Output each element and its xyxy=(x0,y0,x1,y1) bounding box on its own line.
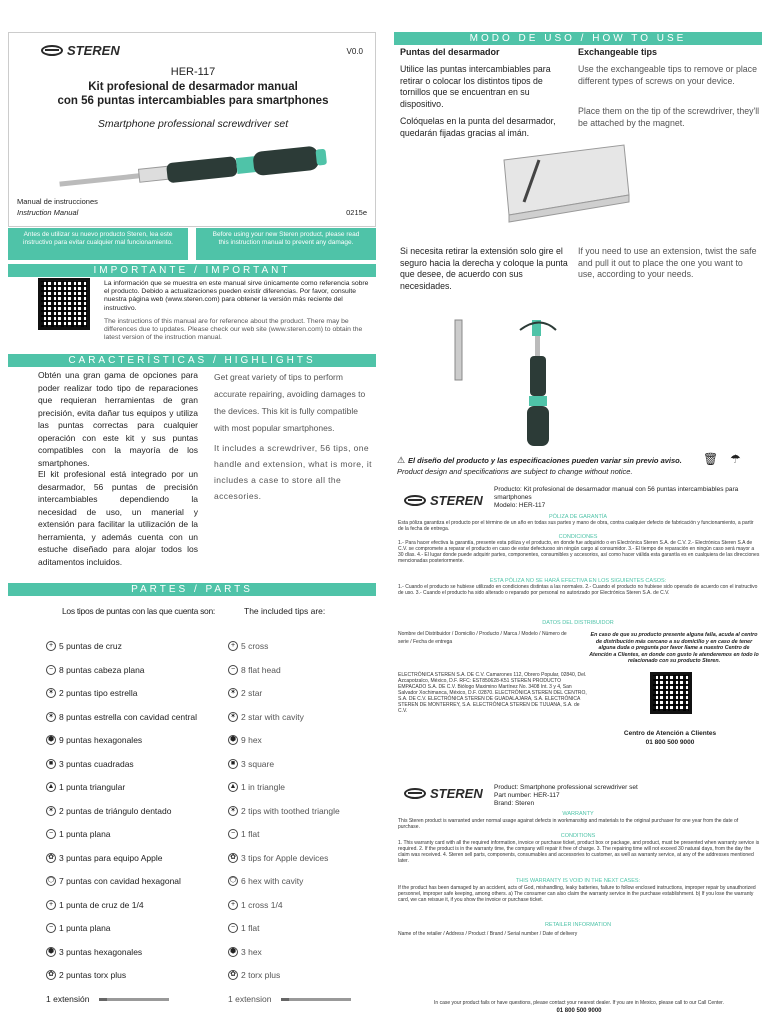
part-item-label: 6 hex with cavity xyxy=(241,876,304,886)
highlights-en-1: Get great variety of tips to perform accurate repairing, avoiding damages to the devices. This kit is fully compatible with most popular smartphones. xyxy=(214,372,366,433)
part-item-en xyxy=(228,970,280,980)
tip-type-icon: ✿ xyxy=(46,853,56,863)
model-title: HER-117 xyxy=(170,66,216,78)
part-item-en xyxy=(228,829,259,839)
part-item-label: 1 punta triangular xyxy=(59,782,126,792)
tip-type-icon: − xyxy=(228,665,238,675)
part-item-label: 1 in triangle xyxy=(241,782,285,792)
warranty-es-store-fields: Nombre del Distribuidor / Domicilio / Producto / Marca / Modelo / Número de serie / Fecha de entrega xyxy=(398,631,567,645)
howto-step2-es: Colóquelas en la punta del desarmador, quedarán fijadas gracias al imán. xyxy=(400,116,556,138)
part-item-en xyxy=(228,759,274,769)
part-item-label: 7 puntas con cavidad hexagonal xyxy=(59,876,181,886)
highlights-en-2: It includes a screwdriver, 56 tips, one handle and extension, what is more, it includes a case to store all the accesories. xyxy=(214,443,372,501)
part-item-en xyxy=(228,712,304,722)
part-item-en xyxy=(228,806,340,816)
tip-type-icon: ▲ xyxy=(47,783,55,790)
disclaimer-es: El diseño del producto y las especificaciones pueden variar sin previo aviso. xyxy=(408,456,682,465)
title-es-line-2: con 56 puntas intercambiables para smartphones xyxy=(57,95,329,107)
part-item-es xyxy=(46,641,122,651)
warranty-es-body: Esta póliza garantiza el producto por el término de un año en todas sus partes y mano de obra, contra cualquier defecto de fabricación y funcionamiento, a partir de la fecha de entrega. xyxy=(398,520,754,532)
warranty-es-model: Modelo: HER-117 xyxy=(494,502,546,509)
warranty-en-footer: In case your product fails or have questions, please contact your nearest dealer. If you are in Mexico, please call to our Call Center. xyxy=(434,1000,724,1006)
steren-logo-mark xyxy=(41,45,63,56)
warranty-en-retailer-fields: Name of the retailer / Address / Product / Brand / Serial number / Date of delivery xyxy=(398,931,578,937)
part-item-label: 5 puntas de cruz xyxy=(59,641,122,651)
tip-type-icon: + xyxy=(228,900,238,910)
part-item-en xyxy=(228,947,262,957)
part-item-es xyxy=(46,688,137,698)
part-item-en xyxy=(228,876,303,886)
part-item-en xyxy=(228,853,328,863)
tip-type-icon: − xyxy=(228,923,238,933)
highlights-es-1: Obtén una gran gama de opciones para poder realizar todo tipo de reparaciones que requieran herramientas de gran precisión, evita dañar tus equipos y utiliza las puntas correctas para cualquier operación con este kit y sus puntas compatibles con la mayoría de los smartphones. xyxy=(38,370,198,468)
part-item-label: 3 hex xyxy=(241,947,262,957)
howto-header: MODO DE USO / HOW TO USE xyxy=(394,32,762,45)
warranty-es-exceptions: 1.- Cuando el producto se hubiese utilizado en condiciones distintas a las normales. 2.- Cuando el producto no hubiese sido operado de acuerdo con el instructivo de uso. 3.- Cuando el producto ha sido alterado o reparado por personal no autorizado por Electrónica Steren S.A. de C.V. xyxy=(398,584,758,596)
tip-type-icon: + xyxy=(46,900,56,910)
howto-col-en: Exchangeable tips xyxy=(578,47,658,57)
tip-type-icon: − xyxy=(46,829,56,839)
tip-type-icon: ✶ xyxy=(46,712,56,722)
part-item-en xyxy=(228,688,262,698)
part-item-label: 1 punta plana xyxy=(59,923,111,933)
warranty-en-product: Product: Smartphone professional screwdriver set xyxy=(494,784,638,791)
part-item-en xyxy=(228,900,283,910)
warranty-en-conditions: 1. This warranty card with all the required information, invoice or purchase ticket, product box or package, and product, must be presented when warranty service is required. 2. If the product is in the warranty time, the company will repair it free of charge. 3. The repairing time will not exceed 30 natural days, from the day the claim was received. 4. Steren sell parts, components, consumables and accessories to customer, as well as warranty service, at any of the addresses mentioned later. xyxy=(398,840,760,864)
tip-type-icon: ✿ xyxy=(46,970,56,980)
part-item-es xyxy=(46,923,111,933)
part-item-label: 1 extension xyxy=(228,994,272,1004)
highlights-header: CARACTERÍSTICAS / HIGHLIGHTS xyxy=(8,354,376,367)
part-item-es xyxy=(46,829,111,839)
extension-screwdriver-illustration xyxy=(440,300,590,455)
part-item-label: 8 puntas estrella con cavidad central xyxy=(59,712,197,722)
version-label: V0.0 xyxy=(346,47,363,56)
part-item-label: 2 tips with toothed triangle xyxy=(241,806,340,816)
part-item-label: 9 puntas hexagonales xyxy=(59,735,143,745)
warranty-en-exclusions-title: THIS WARRANTY IS VOID IN THE NEXT CASES: xyxy=(515,878,641,884)
part-item-label: 2 star xyxy=(241,688,263,698)
tip-type-icon: ▲ xyxy=(229,783,237,790)
parts-intro-en: The included tips are: xyxy=(244,606,326,616)
warranty-es-phone: 01 800 500 9000 xyxy=(645,739,695,746)
manual-label-es: Manual de instrucciones xyxy=(17,197,98,206)
warranty-en-retailer-title: RETAILER INFORMATION xyxy=(544,922,612,928)
part-item-es xyxy=(46,947,142,957)
logo-text: STEREN xyxy=(430,786,483,801)
tip-type-icon: − xyxy=(228,829,238,839)
warranty-es-exceptions-title: ESTA PÓLIZA NO SE HARÁ EFECTIVA EN LOS SIGUIENTES CASOS: xyxy=(489,578,667,584)
notice-en-text: Before using your new Steren product, please read this instruction manual to prevent any damage. xyxy=(212,231,360,246)
howto-step1-es: Utilice las puntas intercambiables para retirar o colocar los distintos tipos de tornillos que se encuentran en su dispositivo. xyxy=(400,64,551,109)
warranty-es-callout: En caso de que su producto presente alguna falla, acuda al centro de distribución más cercano a su domicilio y en caso de tener alguna duda o pregunta por favor llame a nuestro Centro de Atención a Clientes, en donde con gusto le atenderemos en todo lo relacionado con su producto Steren. xyxy=(589,632,759,664)
part-item-label: 3 puntas para equipo Apple xyxy=(59,853,163,863)
part-item-label: 1 cross 1/4 xyxy=(241,900,283,910)
tip-type-icon: ✿ xyxy=(228,853,238,863)
tip-type-icon: ✶ xyxy=(46,806,56,816)
part-item-en xyxy=(228,923,259,933)
warning-icon: ⚠ xyxy=(397,455,406,465)
tip-type-icon: − xyxy=(46,923,56,933)
tip-type-icon: ✿ xyxy=(228,970,238,980)
important-header: IMPORTANTE / IMPORTANT xyxy=(8,264,376,277)
tip-type-icon: + xyxy=(228,641,238,651)
extension-bit-icon xyxy=(281,998,351,1001)
logo-mark xyxy=(404,788,426,799)
tip-type-icon: ⬢ xyxy=(47,736,55,743)
logo-text: STEREN xyxy=(430,493,483,508)
tip-type-icon: ⬢ xyxy=(229,736,237,743)
part-item-label: 3 puntas hexagonales xyxy=(59,947,143,957)
warranty-en-body: This Steren product is warranted under normal usage against defects in workmanship and materials to the original purchaser for one year from the date of purchase. xyxy=(398,818,739,830)
part-item-es xyxy=(46,853,163,863)
part-item-en xyxy=(228,735,262,745)
tip-type-icon: − xyxy=(46,665,56,675)
part-item-label: 1 punta de cruz de 1/4 xyxy=(59,900,144,910)
part-item-label: 2 puntas de triángulo dentado xyxy=(59,806,172,816)
part-item-es xyxy=(46,806,171,816)
part-item-en xyxy=(228,641,268,651)
part-item-label: 2 puntas torx plus xyxy=(59,970,127,980)
tip-type-icon: + xyxy=(46,641,56,651)
title-en: Smartphone professional screwdriver set xyxy=(97,118,289,130)
parts-intro-es: Los tipos de puntas con las que cuenta son: xyxy=(62,606,215,616)
brand-name: STEREN xyxy=(67,43,120,58)
tip-type-icon: ⬡ xyxy=(229,877,237,884)
warranty-en-logo xyxy=(404,786,483,801)
tip-type-icon: ⬢ xyxy=(47,948,55,955)
tip-type-icon: ✶ xyxy=(228,688,238,698)
title-es-line-1: Kit profesional de desarmador manual xyxy=(88,81,298,93)
warranty-es-logo xyxy=(404,493,483,508)
part-item-label: 1 flat xyxy=(241,923,260,933)
part-item-label: 2 puntas tipo estrella xyxy=(59,688,138,698)
highlights-es-2: El kit profesional está integrado por un desarmador, 56 puntas de precisión intercambiables dependiendo la necesidad de uso, un manerial y extensión para facilitar la utilización de la herramienta, y además cuenta con un estuche diseñado para alojar todos los aditamentos incluidos. xyxy=(38,469,198,567)
part-item-label: 1 flat xyxy=(241,829,260,839)
extension-bit-icon xyxy=(99,998,169,1001)
warranty-es-store-title: DATOS DEL DISTRIBUIDOR xyxy=(542,620,614,626)
parts-header: PARTES / PARTS xyxy=(8,583,376,596)
part-item-label: 8 flat head xyxy=(241,665,281,675)
part-item-en xyxy=(228,782,285,792)
part-item-label: 1 extensión xyxy=(46,994,90,1004)
part-item-es xyxy=(46,735,142,745)
part-item-label: 2 star with cavity xyxy=(241,712,304,722)
doc-code: 0215e xyxy=(346,208,367,217)
warranty-en-brand: Brand: Steren xyxy=(494,800,535,807)
cover-panel xyxy=(8,32,376,227)
warranty-es-conditions: 1.- Para hacer efectiva la garantía, presente esta póliza y el producto, en donde fue adquirido o en Electrónica Steren S.A. de C.V. 2.- Electrónica Steren S.A de C.V. se compromete a reparar el producto en caso de estar defectuoso sin ningún cargo al consumidor. 3.- El tiempo de reparación en ningún caso será mayor a 30 días. 4.- El lugar donde puede adquirir partes, componentes, consumibles y accesorios, así como hacer válida esta garantía es en cualquiera de las direcciones mencionadas posteriormente. xyxy=(398,540,760,564)
howto-step3-es: Si necesita retirar la extensión solo gire el seguro hacia la derecha y coloque la punta que desee, de acuerdo con sus necesidades. xyxy=(400,246,568,291)
howto-step1-en: Use the exchangeable tips to remove or place different types of screws on your device. xyxy=(578,64,757,86)
part-item-label: 9 hex xyxy=(241,735,262,745)
part-item-es xyxy=(46,665,145,675)
warranty-en-title: WARRANTY xyxy=(562,811,594,817)
qr-code-icon xyxy=(38,278,90,330)
part-item-es xyxy=(46,712,197,722)
howto-col-es: Puntas del desarmador xyxy=(400,47,500,57)
part-item-es xyxy=(46,782,125,792)
part-item-label: 3 square xyxy=(241,759,275,769)
tip-type-icon: ✶ xyxy=(46,688,56,698)
warranty-qr-code-icon xyxy=(650,672,692,714)
part-item-label: 3 puntas cuadradas xyxy=(59,759,134,769)
umbrella-icon: ☂ xyxy=(730,452,741,466)
tip-type-icon: ⬡ xyxy=(47,877,55,884)
warranty-en-part: Part number: HER-117 xyxy=(494,792,560,799)
notice-es xyxy=(8,228,188,260)
important-en: The instructions of this manual are for reference about the product. There may be differences due to updates. Please check our web site (www.steren.com) to obtain the latest version of the instruction manual. xyxy=(104,318,363,342)
warranty-en-phone: 01 800 500 9000 xyxy=(556,1008,602,1014)
laptop-illustration xyxy=(494,140,634,230)
howto-step2-en: Place them on the tip of the screwdriver, they'll be attached by the magnet. xyxy=(578,106,760,128)
part-item-label: 3 tips for Apple devices xyxy=(241,853,329,863)
part-item-label: 8 puntas cabeza plana xyxy=(59,665,145,675)
part-item-label: 1 punta plana xyxy=(59,829,111,839)
part-item-en xyxy=(228,994,351,1004)
tip-type-icon: ■ xyxy=(46,759,56,769)
warranty-es-addresses: ELECTRÓNICA STEREN S.A. DE C.V. Camarones 112, Obrero Popular, 02840, Del. Azcapotzalco, México, D.F. RFC: EST850628-K51 STEREN PRODUCTO EMPACADO S.A. DE C.V. Biólogo Maximino Martínez No. 3408 Int. 3 y 4, San Salvador Xochimanca, México, D.F. 02870. ELECTRÓNICA STEREN DEL CENTRO, S.A. DE C.V. ELECTRÓNICA STEREN DE GUADALAJARA, S.A. ELECTRÓNICA STEREN DE MONTERREY, S.A. ELECTRÓNICA STEREN DE TIJUANA, S.A. de C.V. xyxy=(398,672,587,714)
notice-en xyxy=(196,228,376,260)
warranty-es-call-center: Centro de Atención a Clientes xyxy=(623,730,717,737)
warranty-es-title: PÓLIZA DE GARANTÍA xyxy=(548,514,608,520)
recycle-bin-icon: 🗑 xyxy=(703,452,719,466)
logo-mark xyxy=(404,495,426,506)
notice-es-text: Antes de utilizar su nuevo producto Steren, lea este instructivo para evitar cualquier mal funcionamiento. xyxy=(23,231,173,246)
howto-step3-en: If you need to use an extension, twist the safe and pull it out to place the one you want to use, according to your needs. xyxy=(578,246,757,279)
tip-type-icon: ⬢ xyxy=(229,948,237,955)
warranty-en-conditions-title: CONDITIONS xyxy=(560,833,596,839)
important-es: La información que se muestra en este manual sirve únicamente como referencia sobre el producto. Debido a actualizaciones pueden existir diferencias. Por favor, consulte nuestra página web (www.steren.com) para obtener la versión más reciente del instructivo. xyxy=(104,280,369,312)
part-item-label: 2 torx plus xyxy=(241,970,281,980)
warranty-es-product: Producto: Kit profesional de desarmador manual con 56 puntas intercambiables para smartphones xyxy=(494,486,739,501)
tip-type-icon: ✶ xyxy=(228,712,238,722)
part-item-label: 5 cross xyxy=(241,641,269,651)
tip-type-icon: ✶ xyxy=(228,806,238,816)
warranty-es-conditions-title: CONDICIONES xyxy=(558,534,598,540)
part-item-es xyxy=(46,759,134,769)
manual-label-en: Instruction Manual xyxy=(17,208,79,217)
part-item-es xyxy=(46,900,144,910)
tip-type-icon: ■ xyxy=(228,759,238,769)
disclaimer-en: Product design and specifications are subject to change without notice. xyxy=(397,467,633,476)
warranty-en-exclusions: If the product has been damaged by an accident, acts of God, mishandling, leaky batteries, failure to follow enclosed instructions, improper repair by unauthorized personnel, improper safe keeping, among others. a) The consumer can also claim the warranty service in the purchase establishment. b) If you lose the warranty card, we can reissue it, if you show the invoice or purchase ticket. xyxy=(398,885,756,903)
part-item-es xyxy=(46,970,126,980)
part-item-es xyxy=(46,994,169,1004)
part-item-en xyxy=(228,665,281,675)
steren-logo xyxy=(41,43,120,58)
part-item-es xyxy=(46,876,181,886)
